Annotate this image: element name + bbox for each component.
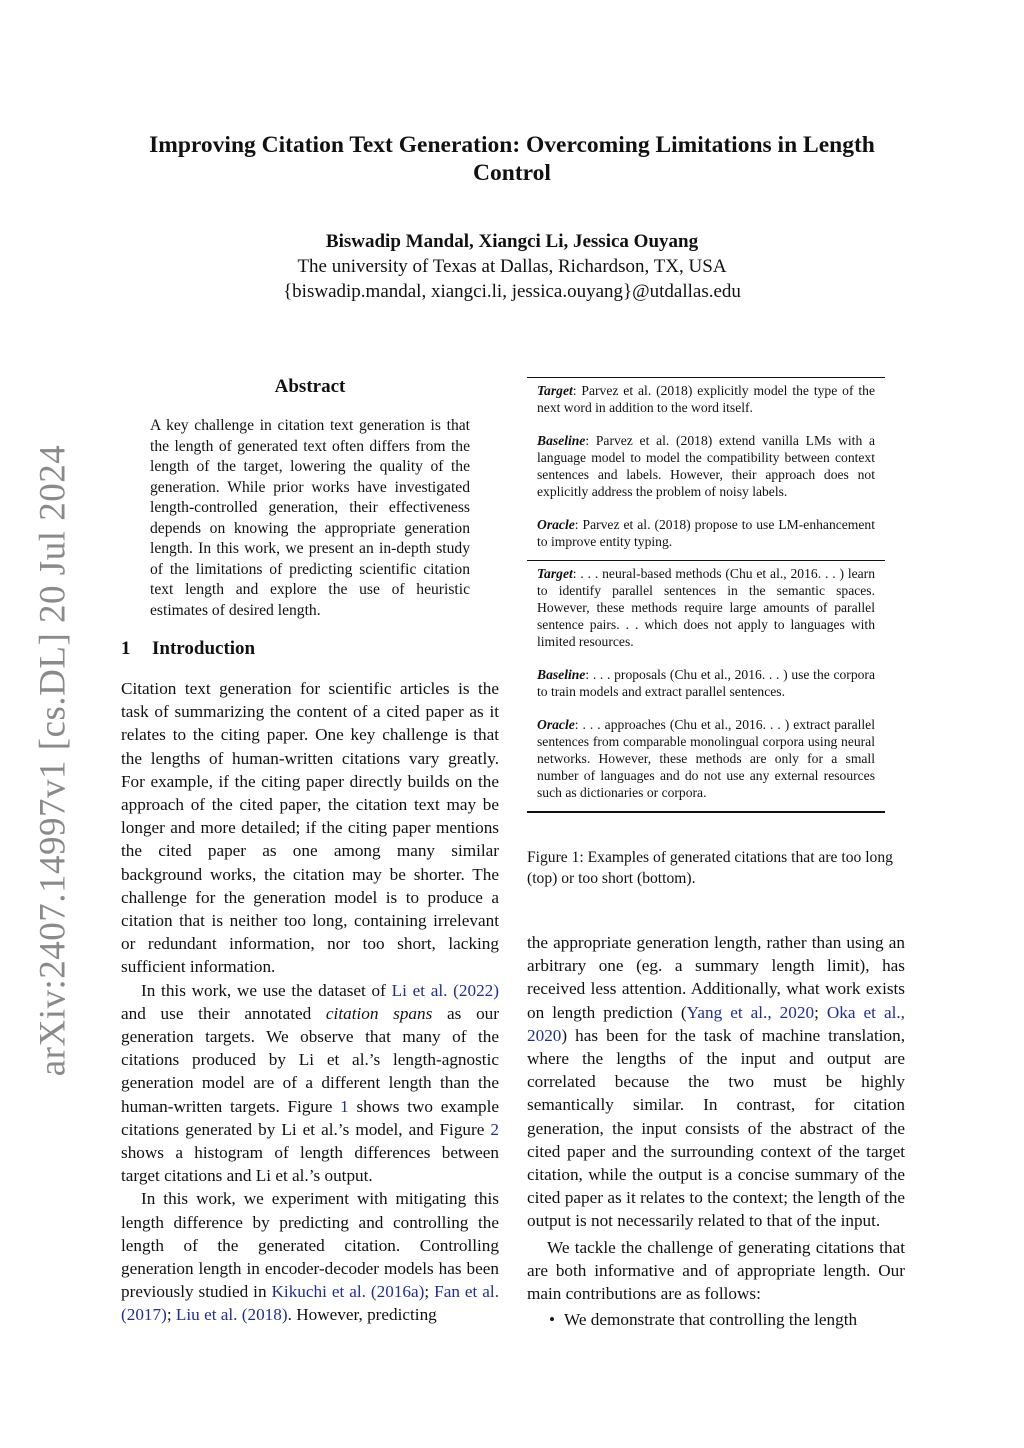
citation-link-fan-2017[interactable]: Fan et al. (2017) [121,1282,499,1325]
abstract-text: A key challenge in citation text generation is that the length of generated text often differs from the length of the target, lowering the quality of the generation. While prior works have investigated length-controlled generation, their effectiveness depends on knowing the appropriate generation length. In this work, we present an in-depth study of the limitations of predicting scientific citation text length and explore the use of heuristic estimates of desired length. [150,417,470,619]
citation-link-oka-2020[interactable]: Oka et al., 2020 [527,1002,905,1045]
author-emails: {biswadip.mandal, xiangci.li, jessica.ouyang}@utdallas.edu [283,281,741,302]
citation-link-yang-2020[interactable]: Yang et al., 2020 [686,1002,815,1022]
section-heading-introduction [121,637,499,661]
contribution-bullet-1: • We demonstrate that controlling the length [527,1308,905,1331]
right-paragraph-1: the appropriate generation length, rather than using an arbitrary one (eg. a summary length limit), has received less attention. Additionally, what work exists on length prediction (Yang et al., 2020; Oka et al., 2020) has been for the task of machine translation, where the lengths of the input and output are correlated because the two must be highly semantically similar. In contrast, for citation generation, the input consists of the abstract of the cited paper and the surrounding context of the target citation, while the output is a concise summary of the cited paper as it relates to the context; the length of the output is not necessarily related to that of the input. [527,933,905,1231]
figure-1-caption: Figure 1: Examples of generated citations that are too long (top) or too short (bottom). [527,849,893,887]
intro-paragraph-1: Citation text generation for scientific articles is the task of summarizing the content of a cited paper as it relates to the citing paper. One key challenge is that the lengths of human-written citations vary greatly. For example, if the citing paper directly builds on the approach of the cited paper, the citation text may be longer and more detailed; if the citing paper mentions the cited paper as one among many similar background works, the citation may be shorter. The challenge for the generation model is to produce a citation that is neither too long, containing irrelevant or redundant information, nor too short, lacking sufficient information. [121,679,499,977]
figure-entry-target: Target: Parvez et al. (2018) explicitly model the type of the next word in addition to the word itself. [537,383,875,415]
figure-link-2[interactable]: 2 [490,1119,499,1139]
intro-paragraph-2: In this work, we use the dataset of Li et al. (2022) and use their annotated citation spans as our generation targets. We observe that many of the citations produced by Li et al.’s length-agnostic generation model are of a different length than the human-written targets. Figure 1 shows two example citations generated by Li et al.’s model, and Figure 2 shows a histogram of length differences between target citations and Li et al.’s output. [121,980,500,1186]
figure-bottom-rule [527,811,885,813]
figure-1 [527,377,885,813]
citation-link-kikuchi-2016a[interactable]: Kikuchi et al. (2016a) [271,1282,425,1302]
right-column-text [527,931,905,1331]
figure-entry-target: Target: . . . neural-based methods (Chu et al., 2016. . . ) learn to identify parallel sentences in the semantic spaces. However, these methods require large amounts of parallel sentence pairs. . . which does not apply to languages with limited resources. [537,566,875,649]
figure-group-too-long [527,378,885,560]
right-paragraph-2: We tackle the challenge of generating citations that are both informative and of appropriate length. Our main contributions are as follows: [527,1237,905,1304]
arxiv-identifier-text: arXiv:2407.14997v1 [cs.DL] 20 Jul 2024 [32,444,74,1076]
citation-link-li-2022[interactable]: Li et al. (2022) [391,980,500,1000]
figure-entry-oracle: Oracle: . . . approaches (Chu et al., 2016. . . ) extract parallel sentences from comparable monolingual corpora using neural networks. However, these methods are only for a small number of languages and do not use any external resources such as dictionaries or corpora. [537,717,875,800]
author-block [110,229,914,304]
left-column [121,375,499,1327]
section-number: 1 [121,638,131,659]
figure-entry-oracle: Oracle: Parvez et al. (2018) propose to use LM-enhancement to improve entity typing. [537,517,875,549]
figure-link-1[interactable]: 1 [340,1096,349,1116]
figure-group-too-short [527,561,885,811]
figure-entry-baseline: Baseline: . . . proposals (Chu et al., 2016. . . ) use the corpora to train models and extract parallel sentences. [537,667,875,699]
bullet-icon: • [549,1310,556,1330]
figure-entry-baseline: Baseline: Parvez et al. (2018) extend vanilla LMs with a language model to model the compatibility between context sentences and labels. However, their approach does not explicitly address the problem of noisy labels. [537,433,875,499]
intro-paragraph-3: In this work, we experiment with mitigating this length difference by predicting and controlling the length of the generated citation. Controlling generation length in encoder-decoder models has been previously studied in Kikuchi et al. (2016a); Fan et al. (2017); Liu et al. (2018). However, predicting [121,1189,499,1325]
citation-link-liu-2018[interactable]: Liu et al. (2018) [175,1305,288,1325]
author-affiliation: The university of Texas at Dallas, Richardson, TX, USA [297,256,727,277]
abstract-heading: Abstract [274,376,346,397]
paper-title: Improving Citation Text Generation: Overcoming Limitations in Length Control [149,132,875,186]
arxiv-identifier [28,444,78,1076]
author-names: Biswadip Mandal, Xiangci Li, Jessica Ouyang [325,231,699,252]
section-title: Introduction [152,638,256,659]
